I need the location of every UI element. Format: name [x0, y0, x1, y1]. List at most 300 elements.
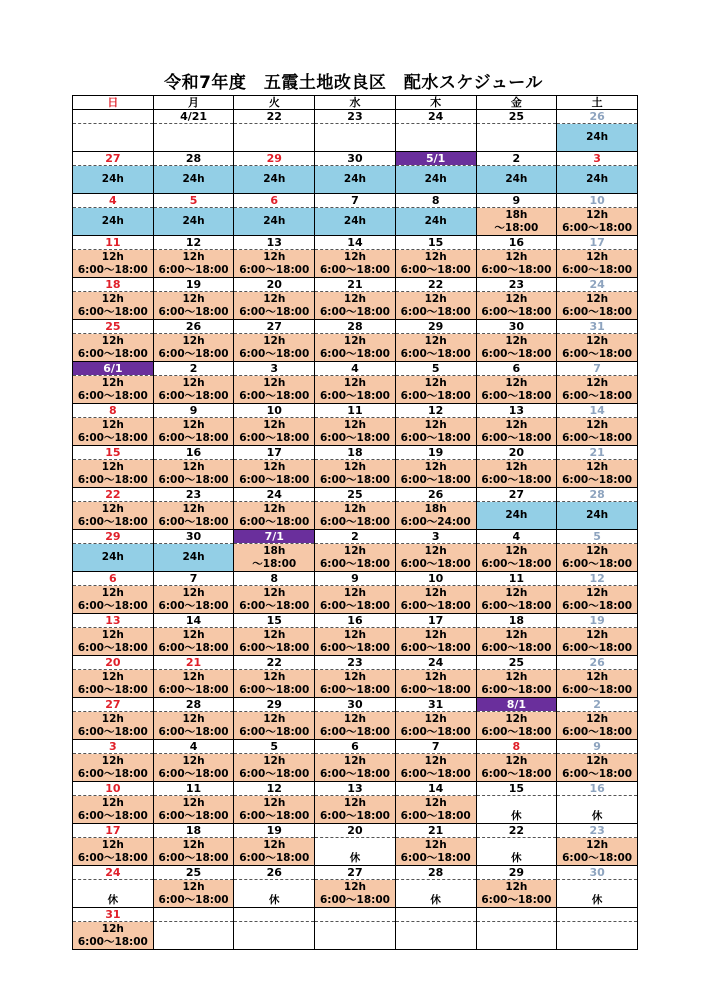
day-date: 8 — [73, 404, 154, 418]
schedule-time: 6:00～18:00 — [158, 263, 229, 276]
day-schedule — [73, 166, 154, 194]
week-info-row — [73, 334, 638, 362]
day-schedule — [315, 334, 396, 362]
day-schedule — [234, 166, 315, 194]
day-date: 22 — [73, 488, 154, 502]
schedule-hours — [315, 839, 395, 852]
day-date: 30 — [476, 320, 557, 334]
day-schedule — [73, 712, 154, 740]
day-date: 5 — [234, 740, 315, 754]
schedule-hours: 12h — [343, 418, 366, 431]
day-schedule — [153, 208, 234, 236]
schedule-time: 6:00～18:00 — [562, 263, 633, 276]
week-info-row — [73, 586, 638, 614]
week-date-row — [73, 446, 638, 460]
schedule-hours: 12h — [263, 250, 286, 263]
day-schedule — [234, 124, 315, 152]
day-date: 31 — [73, 908, 154, 922]
schedule-hours: 12h — [263, 334, 286, 347]
week-date-row — [73, 194, 638, 208]
day-schedule — [315, 418, 396, 446]
day-date: 10 — [557, 194, 638, 208]
schedule-time: 6:00～18:00 — [562, 431, 633, 444]
day-date: 28 — [557, 488, 638, 502]
schedule-hours: 24h — [505, 173, 528, 185]
day-date: 31 — [557, 320, 638, 334]
schedule-hours: 12h — [343, 544, 366, 557]
day-date: 24 — [73, 866, 154, 880]
schedule-hours: 12h — [263, 628, 286, 641]
day-date: 18 — [153, 824, 234, 838]
day-date — [153, 908, 234, 922]
schedule-hours: 12h — [343, 502, 366, 515]
day-schedule — [153, 922, 234, 950]
schedule-time: 6:00～18:00 — [239, 725, 310, 738]
day-schedule — [153, 460, 234, 488]
day-schedule — [476, 754, 557, 782]
day-schedule — [476, 292, 557, 320]
schedule-hours: 12h — [343, 712, 366, 725]
schedule-time: 6:00～18:00 — [400, 767, 471, 780]
schedule-hours: 12h — [505, 250, 528, 263]
day-schedule — [153, 880, 234, 908]
day-schedule — [476, 124, 557, 152]
day-schedule — [557, 418, 638, 446]
day-date — [315, 908, 396, 922]
day-date: 21 — [557, 446, 638, 460]
day-schedule — [315, 250, 396, 278]
schedule-hours: 24h — [424, 215, 447, 227]
schedule-hours: 12h — [505, 586, 528, 599]
schedule-time: 6:00～18:00 — [77, 809, 148, 822]
schedule-hours: 12h — [505, 880, 528, 893]
schedule-hours: 12h — [586, 586, 609, 599]
week-info-row — [73, 418, 638, 446]
schedule-hours: 12h — [586, 544, 609, 557]
week-date-row — [73, 614, 638, 628]
day-schedule — [395, 460, 476, 488]
schedule-time: 6:00～18:00 — [562, 221, 633, 234]
day-date: 18 — [315, 446, 396, 460]
schedule-time: 休 — [511, 809, 522, 822]
day-schedule — [476, 208, 557, 236]
day-date: 8 — [395, 194, 476, 208]
schedule-time: 6:00～18:00 — [158, 431, 229, 444]
day-date: 26 — [395, 488, 476, 502]
day-schedule — [315, 670, 396, 698]
schedule-hours: 12h — [263, 586, 286, 599]
day-date: 14 — [315, 236, 396, 250]
day-date: 6 — [315, 740, 396, 754]
day-schedule — [557, 124, 638, 152]
schedule-hours: 12h — [586, 292, 609, 305]
day-schedule — [315, 922, 396, 950]
day-schedule — [557, 796, 638, 824]
day-schedule — [476, 880, 557, 908]
schedule-hours: 12h — [182, 502, 205, 515]
week-date-row — [73, 320, 638, 334]
weekday-mon: 月 — [153, 96, 234, 110]
schedule-time: 6:00～18:00 — [562, 767, 633, 780]
schedule-time: 6:00～18:00 — [239, 809, 310, 822]
day-schedule — [153, 796, 234, 824]
page-title: 令和7年度 五霞土地改良区 配水スケジュール — [164, 73, 543, 93]
schedule-hours: 12h — [343, 796, 366, 809]
schedule-hours — [73, 881, 153, 894]
day-date: 7 — [153, 572, 234, 586]
day-date: 7/1 — [234, 530, 315, 544]
day-date: 29 — [395, 320, 476, 334]
schedule-hours: 12h — [586, 250, 609, 263]
day-date: 25 — [73, 320, 154, 334]
day-date: 22 — [234, 656, 315, 670]
schedule-time: 6:00～18:00 — [319, 515, 390, 528]
schedule-hours: 12h — [505, 418, 528, 431]
schedule-hours: 12h — [343, 334, 366, 347]
schedule-time: 6:00～18:00 — [77, 851, 148, 864]
day-schedule — [315, 838, 396, 866]
day-schedule — [73, 922, 154, 950]
schedule-time: 6:00～18:00 — [481, 263, 552, 276]
schedule-hours: 12h — [263, 460, 286, 473]
schedule-hours: 12h — [182, 586, 205, 599]
schedule-hours: 12h — [101, 334, 124, 347]
day-schedule — [476, 166, 557, 194]
schedule-hours: 12h — [101, 922, 124, 935]
schedule-hours — [396, 881, 476, 894]
day-schedule — [395, 880, 476, 908]
day-schedule — [395, 418, 476, 446]
day-date: 5/1 — [395, 152, 476, 166]
day-date: 27 — [476, 488, 557, 502]
day-date: 6/1 — [73, 362, 154, 376]
day-schedule — [557, 838, 638, 866]
schedule-time: 6:00～18:00 — [400, 851, 471, 864]
schedule-hours: 12h — [424, 376, 447, 389]
day-date: 3 — [234, 362, 315, 376]
schedule-hours: 12h — [182, 796, 205, 809]
schedule-time: 6:00～18:00 — [562, 389, 633, 402]
schedule-hours: 12h — [586, 838, 609, 851]
schedule-time: 休 — [349, 851, 361, 864]
day-date: 15 — [234, 614, 315, 628]
day-schedule — [557, 754, 638, 782]
week-info-row — [73, 166, 638, 194]
day-schedule — [234, 334, 315, 362]
day-date: 5 — [153, 194, 234, 208]
day-date: 12 — [395, 404, 476, 418]
day-schedule — [73, 628, 154, 656]
schedule-hours: 12h — [182, 250, 205, 263]
day-schedule — [315, 208, 396, 236]
day-date: 19 — [234, 824, 315, 838]
week-info-row — [73, 250, 638, 278]
day-schedule — [73, 502, 154, 530]
day-date: 23 — [557, 824, 638, 838]
schedule-hours — [557, 797, 637, 810]
day-schedule — [557, 502, 638, 530]
day-schedule — [153, 376, 234, 404]
schedule-hours: 12h — [505, 712, 528, 725]
schedule-time: 6:00～18:00 — [239, 473, 310, 486]
schedule-time: 6:00～18:00 — [158, 515, 229, 528]
schedule-hours: 12h — [586, 418, 609, 431]
schedule-time: 6:00～18:00 — [239, 389, 310, 402]
weekday-fri: 金 — [476, 96, 557, 110]
week-info-row — [73, 292, 638, 320]
schedule-hours: 12h — [505, 754, 528, 767]
schedule-hours: 12h — [343, 670, 366, 683]
day-schedule — [557, 712, 638, 740]
schedule-hours: 24h — [586, 173, 609, 185]
schedule-hours: 24h — [424, 173, 447, 185]
schedule-hours: 12h — [101, 418, 124, 431]
schedule-hours: 12h — [424, 628, 447, 641]
schedule-time: 6:00～18:00 — [158, 347, 229, 360]
schedule-time: 6:00～18:00 — [481, 557, 552, 570]
schedule-time: 6:00～18:00 — [77, 515, 148, 528]
schedule-time: 6:00～18:00 — [400, 599, 471, 612]
week-info-row — [73, 754, 638, 782]
schedule-hours: 24h — [182, 215, 205, 227]
day-schedule — [395, 502, 476, 530]
day-date: 18 — [73, 278, 154, 292]
day-date: 17 — [557, 236, 638, 250]
schedule-time: 6:00～18:00 — [239, 431, 310, 444]
day-date: 30 — [557, 866, 638, 880]
schedule-hours: 18h — [505, 208, 528, 221]
week-date-row — [73, 824, 638, 838]
schedule-hours: 12h — [424, 712, 447, 725]
day-date: 29 — [73, 530, 154, 544]
day-date: 13 — [476, 404, 557, 418]
schedule-hours: 12h — [182, 334, 205, 347]
day-schedule — [476, 670, 557, 698]
schedule-hours — [477, 839, 557, 852]
day-date: 23 — [476, 278, 557, 292]
day-schedule — [557, 922, 638, 950]
day-schedule — [153, 586, 234, 614]
schedule-time: 6:00～18:00 — [319, 641, 390, 654]
day-schedule — [234, 670, 315, 698]
weekday-header-row — [73, 96, 638, 110]
day-schedule — [73, 292, 154, 320]
schedule-time: 6:00～18:00 — [77, 473, 148, 486]
day-date: 4 — [153, 740, 234, 754]
week-date-row — [73, 908, 638, 922]
schedule-time: 6:00～18:00 — [562, 641, 633, 654]
day-schedule — [557, 670, 638, 698]
schedule-hours: 12h — [182, 754, 205, 767]
day-schedule — [234, 586, 315, 614]
day-date: 9 — [476, 194, 557, 208]
schedule-hours: 12h — [101, 712, 124, 725]
schedule-time: 6:00～18:00 — [400, 473, 471, 486]
schedule-hours: 24h — [343, 173, 366, 185]
day-date: 24 — [234, 488, 315, 502]
schedule-time: 6:00～18:00 — [239, 599, 310, 612]
schedule-time: 6:00～18:00 — [562, 725, 633, 738]
day-date: 12 — [234, 782, 315, 796]
day-schedule — [73, 460, 154, 488]
day-schedule — [73, 208, 154, 236]
day-date: 8 — [476, 740, 557, 754]
schedule-hours: 12h — [505, 628, 528, 641]
day-date: 28 — [153, 698, 234, 712]
day-date: 10 — [395, 572, 476, 586]
schedule-time: 6:00～18:00 — [319, 725, 390, 738]
day-date: 10 — [234, 404, 315, 418]
schedule-time: 6:00～18:00 — [481, 893, 552, 906]
week-date-row — [73, 698, 638, 712]
schedule-time: 6:00～18:00 — [400, 725, 471, 738]
day-date: 21 — [153, 656, 234, 670]
schedule-time: 6:00～18:00 — [481, 641, 552, 654]
week-date-row — [73, 488, 638, 502]
day-schedule — [557, 292, 638, 320]
schedule-hours: 12h — [343, 880, 366, 893]
schedule-hours: 24h — [263, 215, 286, 227]
schedule-hours: 12h — [182, 880, 205, 893]
schedule-time: 6:00～18:00 — [239, 347, 310, 360]
day-date: 22 — [395, 278, 476, 292]
day-date: 28 — [315, 320, 396, 334]
schedule-hours: 12h — [101, 838, 124, 851]
schedule-time: 6:00～18:00 — [239, 767, 310, 780]
weekday-tue: 火 — [234, 96, 315, 110]
day-date: 15 — [476, 782, 557, 796]
day-date — [476, 908, 557, 922]
day-date: 6 — [73, 572, 154, 586]
schedule-hours: 12h — [424, 754, 447, 767]
day-date: 17 — [234, 446, 315, 460]
schedule-time: 休 — [107, 893, 119, 906]
day-date: 5 — [395, 362, 476, 376]
day-schedule — [73, 376, 154, 404]
day-date: 26 — [234, 866, 315, 880]
day-date: 10 — [73, 782, 154, 796]
day-date: 12 — [557, 572, 638, 586]
schedule-time: 6:00～18:00 — [77, 767, 148, 780]
week-date-row — [73, 278, 638, 292]
schedule-time: 6:00～18:00 — [481, 599, 552, 612]
day-schedule — [73, 880, 154, 908]
schedule-time: 6:00～18:00 — [77, 641, 148, 654]
schedule-hours: 12h — [263, 670, 286, 683]
day-date: 23 — [153, 488, 234, 502]
schedule-hours: 12h — [182, 292, 205, 305]
day-schedule — [557, 376, 638, 404]
schedule-hours: 12h — [182, 628, 205, 641]
schedule-hours: 12h — [343, 376, 366, 389]
schedule-hours: 12h — [586, 334, 609, 347]
day-date: 27 — [315, 866, 396, 880]
schedule-time: 6:00～18:00 — [77, 263, 148, 276]
day-date: 15 — [395, 236, 476, 250]
schedule-hours: 12h — [424, 250, 447, 263]
schedule-hours: 12h — [343, 250, 366, 263]
day-date: 25 — [153, 866, 234, 880]
schedule-hours: 12h — [586, 460, 609, 473]
day-schedule — [315, 628, 396, 656]
schedule-hours: 12h — [343, 586, 366, 599]
day-date: 30 — [315, 152, 396, 166]
day-schedule — [395, 670, 476, 698]
day-date: 27 — [73, 698, 154, 712]
week-info-row — [73, 670, 638, 698]
day-date: 23 — [315, 656, 396, 670]
day-date: 25 — [315, 488, 396, 502]
schedule-time: 休 — [591, 893, 603, 906]
schedule-time: 6:00～18:00 — [481, 683, 552, 696]
schedule-time: 6:00～18:00 — [158, 767, 229, 780]
day-date: 11 — [476, 572, 557, 586]
day-schedule — [476, 376, 557, 404]
day-date: 16 — [557, 782, 638, 796]
day-date: 16 — [153, 446, 234, 460]
schedule-time: 休 — [430, 893, 441, 906]
day-schedule — [557, 208, 638, 236]
schedule-time: 6:00～18:00 — [319, 683, 390, 696]
day-date: 16 — [476, 236, 557, 250]
schedule-hours: 12h — [424, 460, 447, 473]
schedule-time: 6:00～18:00 — [562, 557, 633, 570]
day-schedule — [153, 166, 234, 194]
schedule-hours: 24h — [182, 551, 205, 563]
schedule-time: 6:00～18:00 — [77, 683, 148, 696]
day-schedule — [234, 208, 315, 236]
day-date: 8/1 — [476, 698, 557, 712]
schedule-time: 6:00～18:00 — [400, 641, 471, 654]
schedule-time: 6:00～18:00 — [562, 599, 633, 612]
day-date: 16 — [315, 614, 396, 628]
schedule-hours: 12h — [343, 628, 366, 641]
day-schedule — [395, 124, 476, 152]
day-date: 2 — [153, 362, 234, 376]
day-date: 23 — [315, 110, 396, 124]
day-date: 14 — [153, 614, 234, 628]
schedule-time: 6:00～18:00 — [158, 851, 229, 864]
day-schedule — [395, 754, 476, 782]
day-date: 26 — [153, 320, 234, 334]
schedule-time: 6:00～18:00 — [400, 347, 471, 360]
day-date: 11 — [153, 782, 234, 796]
day-schedule — [395, 586, 476, 614]
day-date: 13 — [73, 614, 154, 628]
schedule-time: 6:00～18:00 — [77, 725, 148, 738]
schedule-hours: 12h — [424, 670, 447, 683]
day-schedule — [315, 712, 396, 740]
schedule-hours: 12h — [424, 838, 447, 851]
schedule-time: 6:00～18:00 — [562, 347, 633, 360]
schedule-time: 6:00～18:00 — [239, 641, 310, 654]
schedule-time: 6:00～18:00 — [481, 389, 552, 402]
day-date: 7 — [395, 740, 476, 754]
week-date-row — [73, 530, 638, 544]
week-date-row — [73, 782, 638, 796]
schedule-time: 休 — [591, 809, 603, 822]
schedule-time: ～18:00 — [494, 221, 539, 234]
schedule-time: 6:00～18:00 — [77, 347, 148, 360]
schedule-hours: 12h — [505, 292, 528, 305]
day-schedule — [395, 838, 476, 866]
schedule-time: 6:00～18:00 — [77, 935, 148, 948]
week-info-row — [73, 544, 638, 572]
day-schedule — [234, 418, 315, 446]
day-date: 20 — [476, 446, 557, 460]
day-schedule — [557, 460, 638, 488]
day-schedule — [476, 502, 557, 530]
